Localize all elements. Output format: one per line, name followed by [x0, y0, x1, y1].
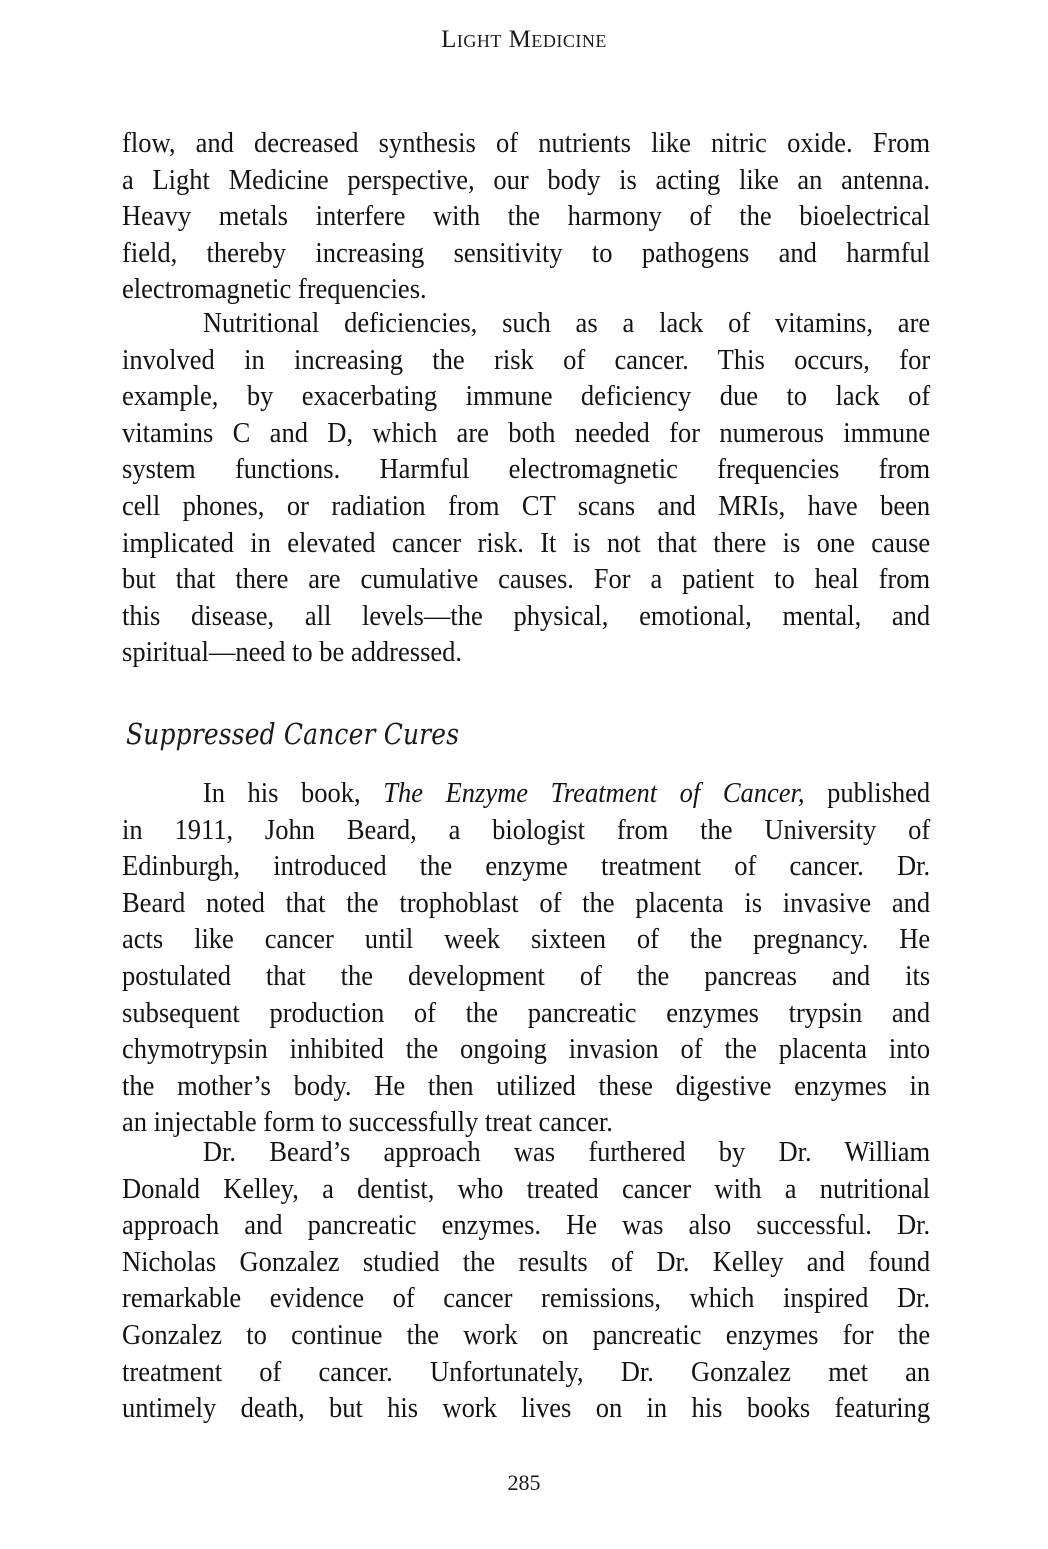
text-line: Dr. Beard’s approach was furthered by Dr. William	[202, 1137, 931, 1168]
text-line: implicated in elevated cancer risk. It is not that there is one cause	[122, 527, 931, 559]
book-title: The Enzyme Treatment of Cancer,	[383, 778, 805, 809]
text-line: Heavy metals interfere with the harmony of the bioelectrical	[122, 201, 931, 233]
text-line: untimely death, but his work lives on in his books featuring	[122, 1393, 931, 1425]
text-line: Edinburgh, introduced the enzyme treatment of cancer. Dr.	[122, 851, 931, 883]
paragraph-continuation	[122, 126, 930, 309]
text-line: involved in increasing the risk of cancer. This occurs, for	[122, 344, 931, 376]
paragraph-kelley-gonzalez	[122, 1135, 930, 1428]
text-line: Gonzalez to continue the work on pancreatic enzymes for the	[122, 1319, 931, 1351]
text-line: an injectable form to successfully treat cancer.	[122, 1107, 613, 1139]
text-line: postulated that the development of the pancreas and its	[122, 960, 931, 992]
text-line: but that there are cumulative causes. For a patient to heal from	[122, 564, 931, 596]
running-head: Light Medicine	[441, 26, 607, 53]
text-line: example, by exacerbating immune deficiency due to lack of	[122, 381, 931, 413]
text-line	[122, 776, 930, 813]
text-line: acts like cancer until week sixteen of the pregnancy. He	[122, 924, 931, 956]
text-line: remarkable evidence of cancer remissions, which inspired Dr.	[122, 1283, 931, 1315]
text-line: the mother’s body. He then utilized these digestive enzymes in	[122, 1070, 931, 1102]
text-line: system functions. Harmful electromagnetic frequencies from	[122, 454, 931, 486]
text-line: field, thereby increasing sensitivity to pathogens and harmful	[122, 237, 931, 269]
text-line: vitamins C and D, which are both needed for numerous immune	[122, 417, 931, 449]
text-line: chymotrypsin inhibited the ongoing invasion of the placenta into	[122, 1034, 931, 1066]
text-line: approach and pancreatic enzymes. He was also successful. Dr.	[122, 1210, 931, 1242]
text-line: Nutritional deficiencies, such as a lack of vitamins, are	[202, 308, 931, 339]
text-fragment: published	[827, 778, 931, 809]
text-line: spiritual—need to be addressed.	[122, 637, 463, 669]
paragraph-enzyme-treatment	[122, 776, 930, 1142]
text-line: a Light Medicine perspective, our body is acting like an antenna.	[122, 164, 931, 196]
text-fragment: In his book,	[202, 778, 361, 809]
section-heading: Suppressed Cancer Cures	[126, 717, 460, 752]
text-line: flow, and decreased synthesis of nutrients like nitric oxide. From	[122, 128, 931, 159]
text-line: cell phones, or radiation from CT scans and MRIs, have been	[122, 490, 931, 522]
text-line: Donald Kelley, a dentist, who treated cancer with a nutritional	[122, 1173, 931, 1205]
text-line: in 1911, John Beard, a biologist from the University of	[122, 814, 931, 846]
text-line: Nicholas Gonzalez studied the results of Dr. Kelley and found	[122, 1246, 931, 1278]
text-line: this disease, all levels—the physical, emotional, mental, and	[122, 600, 931, 632]
text-line: Beard noted that the trophoblast of the placenta is invasive and	[122, 887, 931, 919]
text-line: treatment of cancer. Unfortunately, Dr. Gonzalez met an	[122, 1356, 931, 1388]
text-line: subsequent production of the pancreatic enzymes trypsin and	[122, 997, 931, 1029]
text-line: electromagnetic frequencies.	[122, 274, 427, 306]
page-number: 285	[507, 1470, 541, 1495]
paragraph-nutritional-deficiencies	[122, 306, 930, 672]
